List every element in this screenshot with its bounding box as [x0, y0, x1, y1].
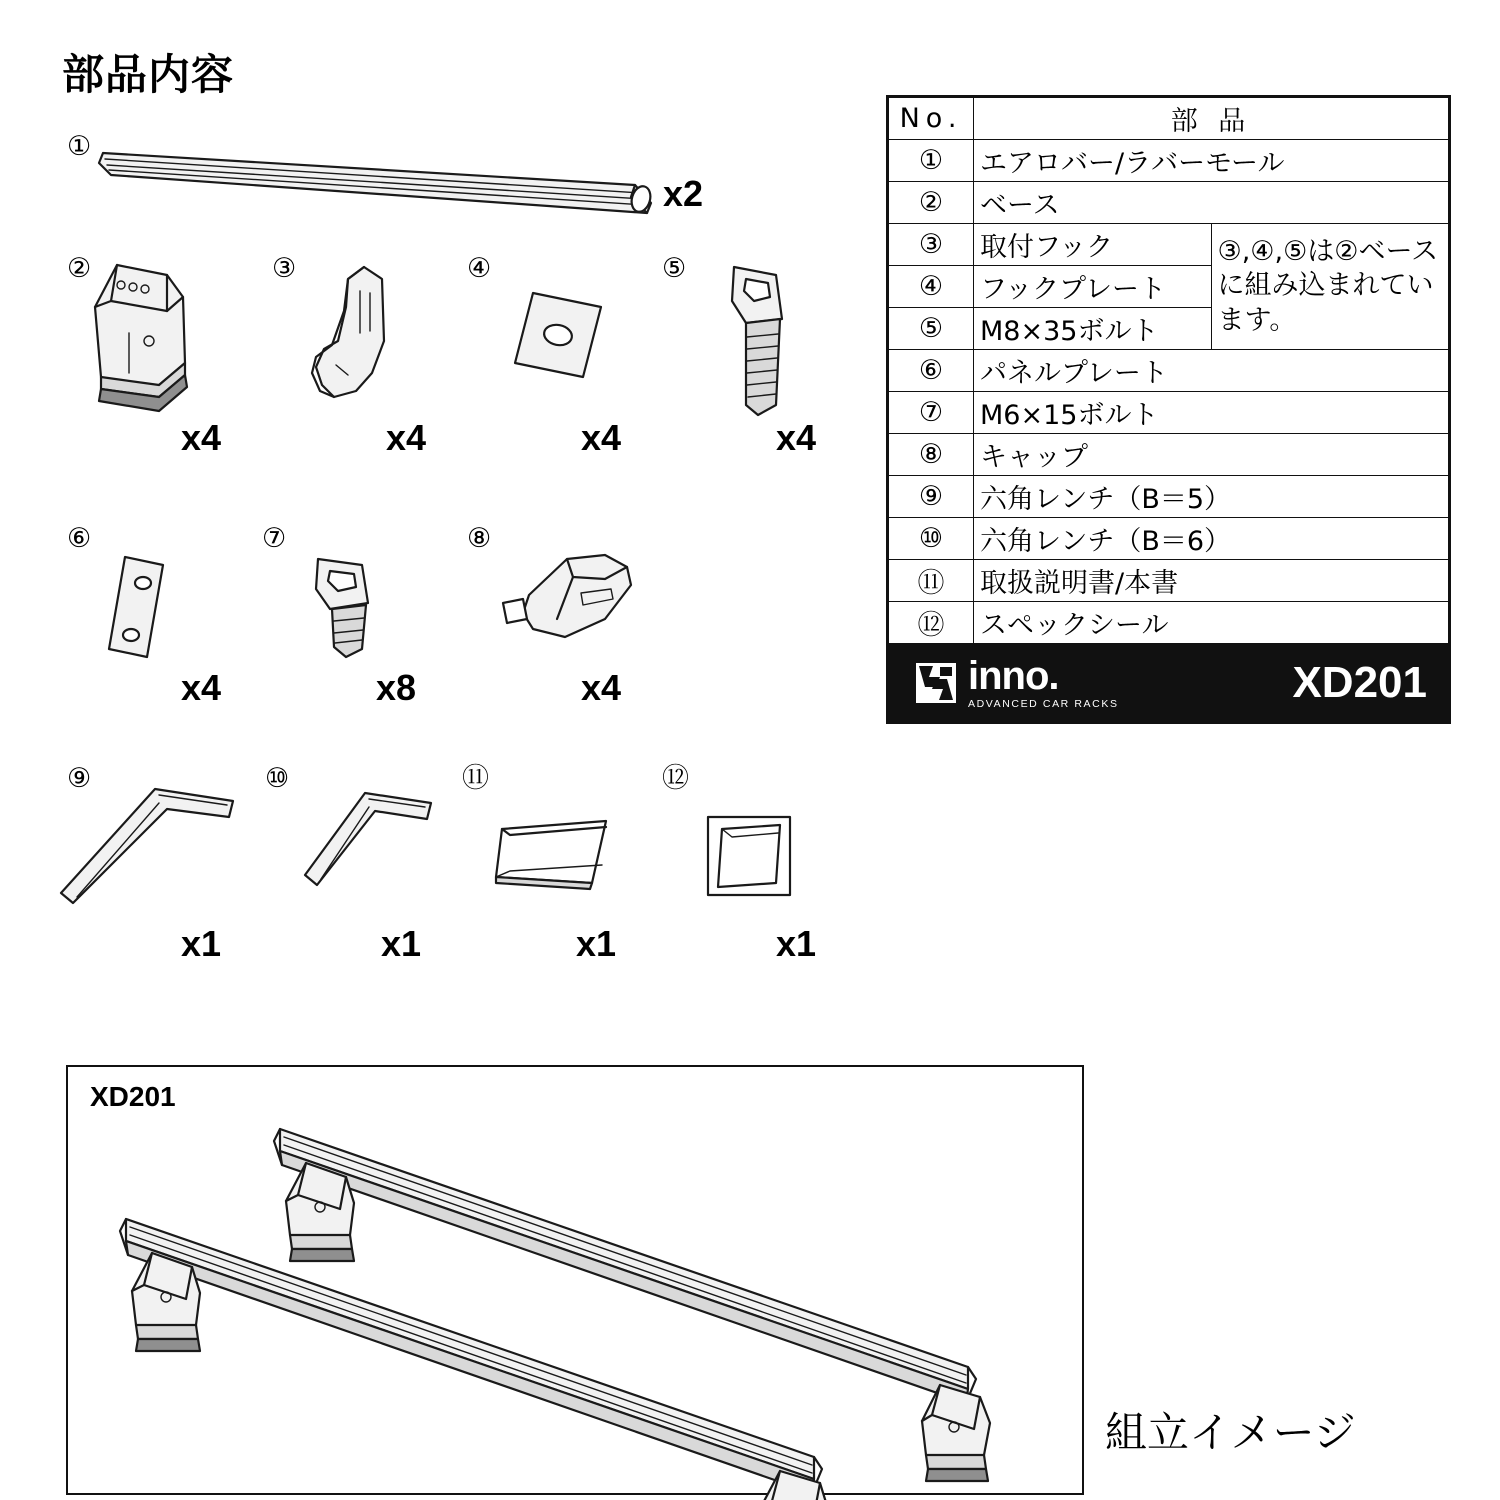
- part-item-hex-wrench-6: [255, 755, 455, 964]
- part-number-4: ④: [467, 253, 492, 284]
- part-qty-9: x1: [181, 923, 222, 964]
- part-qty-2: x4: [181, 417, 222, 458]
- assembly-illustration: [68, 1067, 1082, 1493]
- rear-right-foot: [922, 1385, 990, 1481]
- part-qty-12: x1: [776, 923, 817, 964]
- front-left-foot: [132, 1253, 200, 1351]
- part-qty-11: x1: [576, 923, 617, 964]
- row-no: ⑫: [889, 602, 974, 644]
- header-no: No.: [889, 98, 974, 140]
- row-no: ⑤: [889, 308, 974, 350]
- table-header-row: [889, 98, 1449, 140]
- part-number-8: ⑧: [467, 523, 492, 554]
- row-name: パネルプレート: [974, 350, 1449, 392]
- part-qty-8: x4: [581, 667, 622, 708]
- row-no: ⑪: [889, 560, 974, 602]
- part-item-spec-sticker: [650, 755, 850, 964]
- table-row: [889, 392, 1449, 434]
- part-number-5: ⑤: [662, 253, 687, 284]
- inno-logo-icon: [916, 663, 956, 703]
- assembly-model-label: XD201: [90, 1081, 176, 1112]
- row-no: ⑥: [889, 350, 974, 392]
- part-number-3: ③: [272, 253, 297, 284]
- rear-crossbar: [274, 1129, 976, 1403]
- part-number-10: ⑩: [265, 763, 290, 794]
- part-qty-6: x4: [181, 667, 222, 708]
- table-row: [889, 140, 1449, 182]
- parts-illustration-area: [55, 125, 845, 975]
- part-item-hook-plate: [455, 245, 630, 458]
- row-name: キャップ: [974, 434, 1449, 476]
- row-no: ⑧: [889, 434, 974, 476]
- assembly-image-box: [66, 1065, 1084, 1495]
- brand-tagline: ADVANCED CAR RACKS: [968, 698, 1119, 711]
- part-qty-1: x2: [663, 173, 704, 214]
- brand-bar: [888, 644, 1449, 722]
- row-name: 取付フック: [974, 224, 1212, 266]
- part-qty-3: x4: [386, 417, 427, 458]
- brand-text: [968, 656, 1119, 710]
- part-qty-10: x1: [381, 923, 422, 964]
- row-name: M8×35ボルト: [974, 308, 1212, 350]
- row-name: 六角レンチ（B＝6）: [974, 518, 1449, 560]
- table-row: [889, 434, 1449, 476]
- row-no: ⑨: [889, 476, 974, 518]
- part-number-9: ⑨: [67, 763, 92, 794]
- part-qty-4: x4: [581, 417, 622, 458]
- part-number-11: ⑪: [462, 763, 489, 794]
- part-number-6: ⑥: [67, 523, 92, 554]
- part-item-aero-bar: [55, 125, 704, 235]
- front-crossbar: [120, 1219, 822, 1493]
- part-item-base: [55, 245, 230, 458]
- table-row: [889, 350, 1449, 392]
- part-item-mounting-hook: [260, 245, 435, 458]
- rear-left-foot: [286, 1163, 354, 1261]
- part-number-1: ①: [67, 131, 92, 162]
- brand-name: inno.: [968, 654, 1059, 699]
- table-row: [889, 560, 1449, 602]
- part-number-7: ⑦: [262, 523, 287, 554]
- row-no: ④: [889, 266, 974, 308]
- part-number-12: ⑫: [662, 763, 689, 794]
- part-item-panel-plate: [55, 515, 230, 708]
- header-name: 部 品: [974, 98, 1449, 140]
- part-qty-7: x8: [376, 667, 417, 708]
- table-row: [889, 518, 1449, 560]
- part-item-cap: [455, 515, 655, 708]
- part-item-hex-wrench-5: [55, 755, 255, 964]
- row-name: 六角レンチ（B＝5）: [974, 476, 1449, 518]
- row-name: M6×15ボルト: [974, 392, 1449, 434]
- part-item-m6-bolt: [250, 515, 425, 708]
- part-item-m8-bolt: [650, 245, 825, 458]
- page-title: 部品内容: [62, 50, 235, 99]
- part-number-2: ②: [67, 253, 92, 284]
- row-no: ⑩: [889, 518, 974, 560]
- part-item-manual: [450, 755, 650, 964]
- aero-bar-icon: [55, 125, 695, 235]
- table-row: [889, 182, 1449, 224]
- assembly-caption: 組立イメージ: [1105, 1408, 1356, 1457]
- row-no: ⑦: [889, 392, 974, 434]
- table-row: [889, 476, 1449, 518]
- table-row: [889, 602, 1449, 644]
- row-no: ①: [889, 140, 974, 182]
- row-no: ②: [889, 182, 974, 224]
- row-name: エアロバー/ラバーモール: [974, 140, 1449, 182]
- row-name: スペックシール: [974, 602, 1449, 644]
- row-name: フックプレート: [974, 266, 1212, 308]
- brand-logo: [916, 656, 1119, 710]
- row-name: ベース: [974, 182, 1449, 224]
- row-name: 取扱説明書/本書: [974, 560, 1449, 602]
- model-number: XD201: [1292, 658, 1427, 707]
- row-no: ③: [889, 224, 974, 266]
- parts-table: [886, 95, 1451, 724]
- table-row: [889, 224, 1449, 266]
- table-note: ③,④,⑤は②ベースに組み込まれています。: [1211, 224, 1449, 350]
- part-qty-5: x4: [776, 417, 817, 458]
